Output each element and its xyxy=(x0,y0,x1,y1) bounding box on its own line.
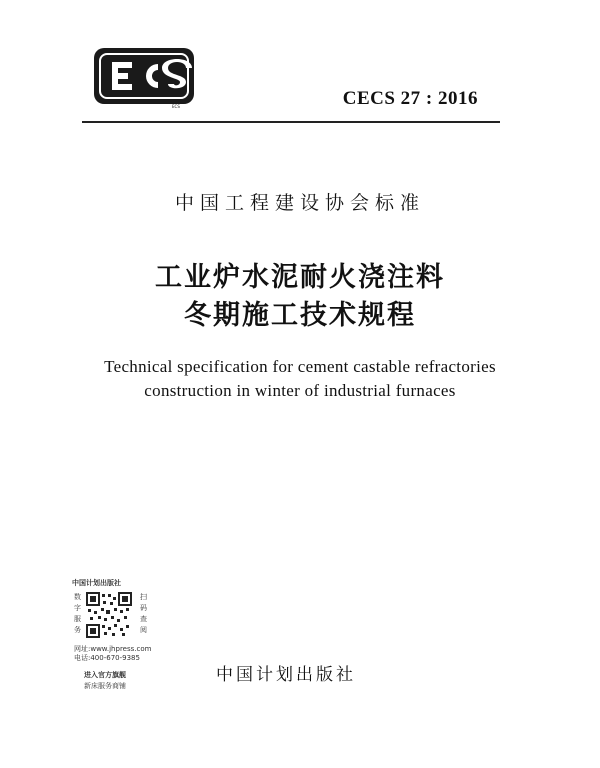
stamp-left-char: 服 xyxy=(74,615,81,623)
publisher-name: 中国计划出版社 xyxy=(216,665,356,685)
standard-code: CECS 27 : 2016 xyxy=(342,88,478,109)
stamp-right-char: 阅 xyxy=(140,626,147,634)
ecs-logo xyxy=(92,42,204,110)
english-title-line-2: construction in winter of industrial furnaces xyxy=(144,381,456,400)
stamp-left-char: 务 xyxy=(74,626,81,634)
qr-code-icon xyxy=(86,592,132,638)
stamp-website: 网址:www.jhpress.com xyxy=(74,645,152,653)
stamp-header: 中国计划出版社 xyxy=(72,579,121,587)
title-line-1: 工业炉水泥耐火浇注料 xyxy=(155,262,445,293)
stamp-left-char: 字 xyxy=(74,604,81,612)
organization-name: 中国工程建设协会标准 xyxy=(174,192,425,214)
title-line-2: 冬期施工技术规程 xyxy=(184,300,416,331)
stamp-right-column xyxy=(140,592,148,636)
stamp-new-label: 新床服务商铺 xyxy=(84,682,126,690)
stamp-right-char: 查 xyxy=(140,615,147,623)
stamp-phone: 电话:400-670-9385 xyxy=(74,654,140,662)
header-rule xyxy=(82,121,500,123)
english-title-line-1: Technical specification for cement castable refractories xyxy=(104,357,496,376)
stamp-left-char: 数 xyxy=(74,593,81,601)
stamp-enter-label: 进入官方旗舰 xyxy=(84,671,126,679)
stamp-left-column xyxy=(74,592,82,636)
stamp-right-char: 扫 xyxy=(140,593,147,601)
logo-text: ECS xyxy=(172,104,180,109)
stamp-right-char: 码 xyxy=(140,604,147,612)
publisher-stamp xyxy=(72,578,170,708)
